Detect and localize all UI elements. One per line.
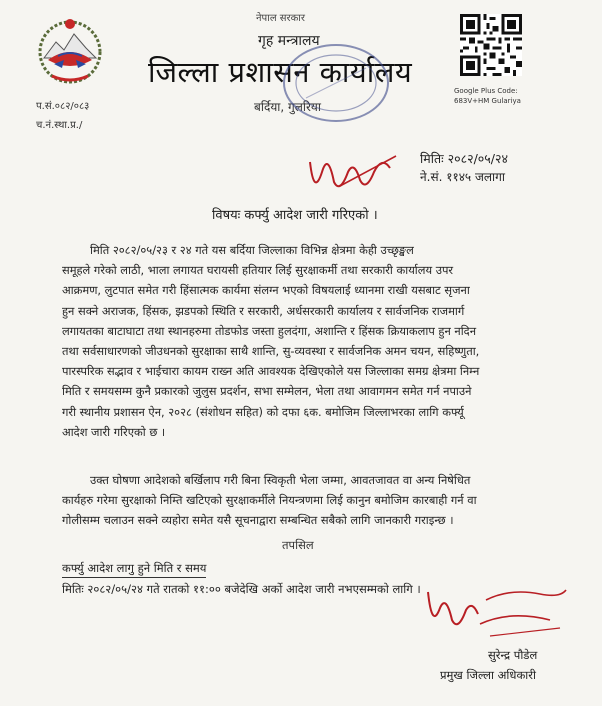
paragraph-line: पारस्परिक सद्भाव र भाईचारा कायम राख्न अति आवश्यक देखिएकोले यस जिल्लाका समग्र क्षेत्रमा निम्न [62, 364, 480, 379]
officer-name: सुरेन्द्र पौडेल [488, 648, 538, 662]
plus-code-label: Google Plus Code: [454, 87, 518, 95]
chalani-number: च.नं.स्था.प्र./ [36, 120, 83, 131]
schedule-heading: कर्फ्यु आदेश लागु हुने मिति र समय [62, 561, 206, 578]
schedule-title: तपसिल [282, 538, 314, 552]
paragraph-line: समूहले गरेको लाठी, भाला लगायत घरायसी हतियार लिई सुरक्षाकर्मी तथा सरकारी कार्यालय उपर [62, 263, 454, 278]
body-paragraph-2 [62, 470, 540, 531]
paragraph-line: कार्यहरु गरेमा सुरक्षाको निम्ति खटिएको सुरक्षाकर्मीले नियन्त्रणमा लिई कानुन बमोजिम कारबाही गर्न वा [62, 493, 477, 508]
body-paragraph-1 [62, 240, 540, 442]
plus-code-value: 683V+HM Gulariya [454, 97, 521, 105]
ministry-label: गृह मन्त्रालय [258, 33, 320, 49]
office-title: जिल्ला प्रशासन कार्यालय [148, 55, 413, 89]
government-label: नेपाल सरकार [256, 13, 305, 24]
paragraph-line: गोलीसम्म चलाउन सक्ने व्यहोरा समेत यसै सूचनाद्वारा सम्बन्धित सबैको लागि जानकारी गराइन्छ । [62, 513, 454, 528]
office-stamp-icon [276, 38, 396, 128]
paragraph-line: हुन सक्ने अराजक, हिंसक, झडपको स्थिति र सरकारी, अर्धसरकारी कार्यालय र सार्वजनिक राजमार्ग [62, 303, 465, 318]
paragraph-line: मिति २०८२/०५/२३ र २४ गते यस बर्दिया जिल्लाका विभिन्न क्षेत्रमा केही उच्छृङ्खल [90, 243, 414, 257]
signature-icon [300, 142, 410, 202]
signature-icon [420, 580, 570, 645]
district-label: बर्दिया, गुलरिया [254, 100, 322, 114]
nepal-samvat-date: ने.सं. ११४५ जलागा [420, 170, 506, 184]
issue-date: मितिः २०८२/०५/२४ [420, 151, 508, 166]
paragraph-line: लगायतका बाटाघाटा तथा स्थानहरुमा तोडफोड जस्ता हुलदंगा, अशान्ति र हिंसक क्रियाकलाप हुन नदिन [62, 323, 477, 338]
patra-sankhya: प.सं.०८२/०८३ [36, 101, 90, 112]
subject-line: विषयः कर्फ्यु आदेश जारी गरिएको । [212, 208, 378, 223]
schedule-detail: मितिः २०८२/०५/२४ गते रातको ११:०० बजेदेखि अर्को आदेश जारी नभएसम्मको लागि । [62, 582, 421, 596]
paragraph-line: आक्रमण, लुटपात समेत गरी हिंसात्मक कार्यमा संलग्न भएको विषयलाई ध्यानमा राखी यसबाट सृजना [62, 283, 470, 298]
paragraph-line: मिति र समयसम्म कुनै प्रकारको जुलुस प्रदर्शन, सभा सम्मेलन, भेला तथा आवागमन समेत गर्न नपाउने [62, 384, 472, 399]
paragraph-line: गरी स्थानीय प्रशासन ऐन, २०२८ (संशोधन सहित) को दफा ६क. बमोजिम जिल्लाभरका लागि कर्फ्यू [62, 404, 464, 419]
paragraph-line: आदेश जारी गरिएको छ । [62, 424, 166, 439]
qr-code-icon [460, 14, 522, 76]
paragraph-line: तथा सर्वसाधारणको जीउधनको सुरक्षाका साथै शान्ति, सु-व्यवस्था र सार्वजनिक अमन चयन, सहिष्णुता, [62, 343, 480, 358]
nepal-emblem-icon [34, 14, 106, 86]
paragraph-line: उक्त घोषणा आदेशको बर्खिलाप गरी बिना स्विकृती भेला जम्मा, आवतजावत वा अन्य निषेधित [90, 473, 471, 487]
officer-designation: प्रमुख जिल्ला अधिकारी [440, 668, 536, 682]
